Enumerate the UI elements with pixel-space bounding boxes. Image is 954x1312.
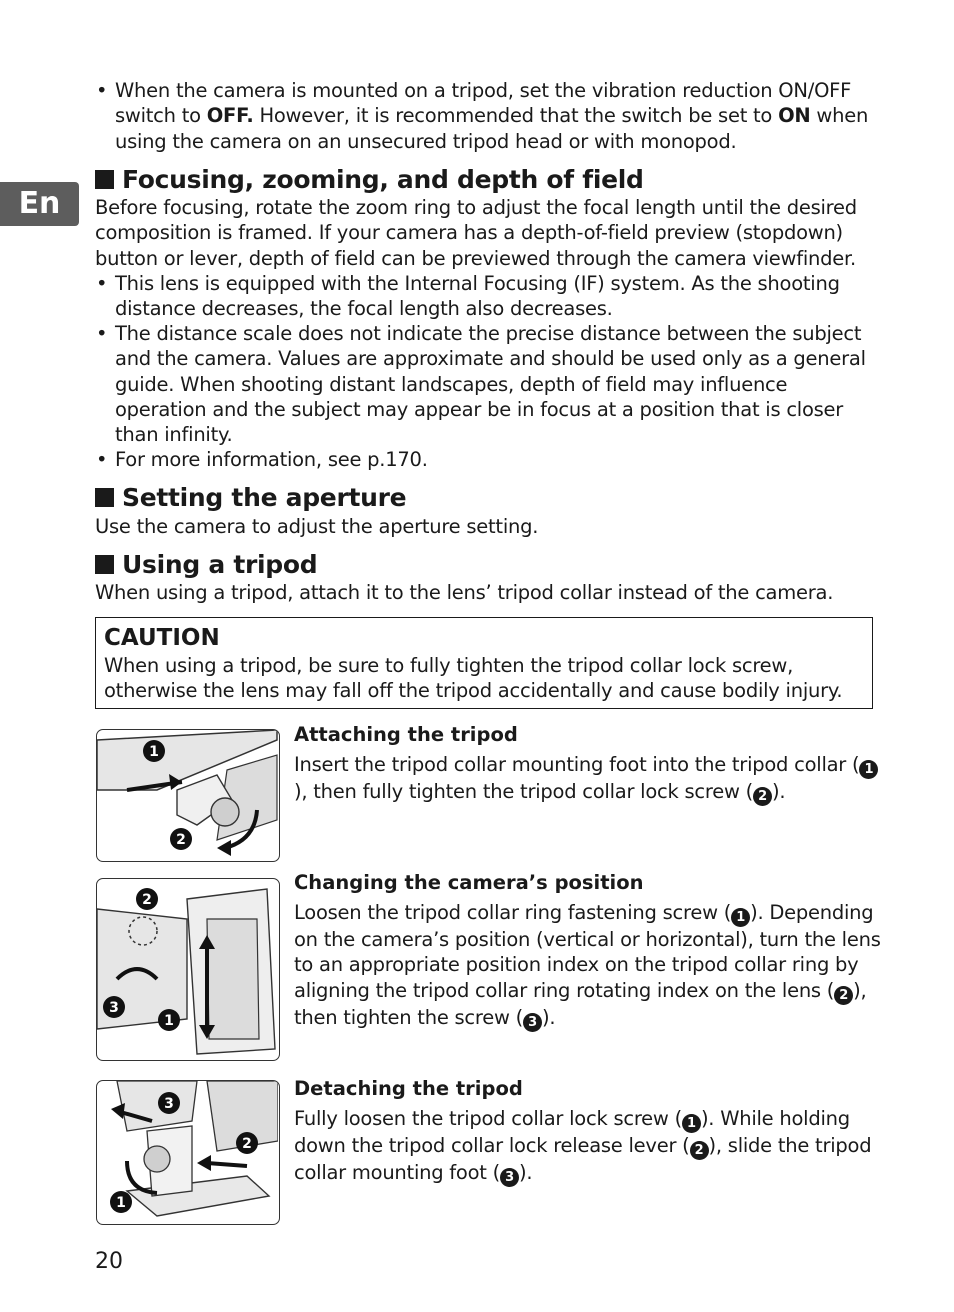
intro-bold-off: OFF. <box>206 104 254 128</box>
callout-2-label: 2 <box>242 1136 252 1152</box>
language-tab: En <box>0 182 79 226</box>
callout-1-label: 1 <box>116 1195 126 1211</box>
square-bullet-icon <box>95 555 114 574</box>
square-bullet-icon <box>95 488 114 507</box>
callout-3-icon <box>103 996 125 1018</box>
callout-3-label: 3 <box>109 1000 119 1016</box>
text: Loosen the tripod collar ring fastening screw ( <box>294 901 732 924</box>
position-illustration <box>97 879 278 1059</box>
text: ). Depending on the camera’s position (vertical or horizontal), turn the lens to an appropriate position index on the tripod collar ring by aligning the tripod collar ring rotating index on the lens ( <box>294 901 881 1002</box>
number-1-icon: 1 <box>682 1114 701 1133</box>
text: ). While holding down the tripod collar lock release lever ( <box>294 1107 850 1157</box>
caution-body: When using a tripod, be sure to fully tighten the tripod collar lock screw, otherwise the lens may fall off the tripod accidentally and cause bodily injury. <box>104 654 843 703</box>
text: Insert the tripod collar mounting foot into the tripod collar ( <box>294 753 860 776</box>
square-bullet-icon <box>95 170 114 189</box>
step-detaching-body <box>294 1106 884 1187</box>
text: ), slide the tripod collar mounting foot ( <box>294 1134 872 1184</box>
heading-focusing-text: Focusing, zooming, and depth of field <box>122 165 644 194</box>
text: ), then tighten the screw ( <box>294 978 867 1029</box>
focusing-bullet-3: • For more information, see p.170. <box>95 447 875 472</box>
focusing-body: Before focusing, rotate the zoom ring to adjust the focal length until the desired composition is framed. If your camera has a depth-of-field preview (stopdown) button or lever, depth of field can be previewed through the camera viewfinder. <box>95 196 857 270</box>
heading-aperture-text: Setting the aperture <box>122 483 407 512</box>
figure-attaching-tripod <box>96 729 280 862</box>
text: ). <box>518 1161 533 1184</box>
callout-1-label: 1 <box>149 744 159 760</box>
focusing-bullet-2: • The distance scale does not indicate the precise distance between the subject and the camera. Values are approximate and should be used only as a general guide. When shooting distant landscapes, depth of field may influence operation and the subject may appear be in focus at a position that is closer than infinity. <box>95 321 875 447</box>
heading-focusing <box>95 165 644 195</box>
step-changing-body <box>294 900 884 1032</box>
callout-1-label: 1 <box>164 1013 174 1029</box>
number-1-icon: 1 <box>859 760 878 779</box>
text: ). <box>771 780 786 803</box>
callout-2-label: 2 <box>142 892 152 908</box>
figure-detaching-tripod <box>96 1080 280 1225</box>
intro-text-3: when using the camera on an unsecured tripod head or with monopod. <box>115 104 869 153</box>
heading-tripod <box>95 550 317 580</box>
number-3-icon: 3 <box>500 1168 519 1187</box>
step-attaching-title: Attaching the tripod <box>294 723 518 746</box>
callout-3-icon <box>158 1092 180 1114</box>
number-2-icon: 2 <box>690 1141 709 1160</box>
callout-1-icon <box>110 1191 132 1213</box>
text: ), then fully tighten the tripod collar lock screw ( <box>294 780 753 803</box>
heading-aperture <box>95 483 406 513</box>
callout-2-icon <box>236 1132 258 1154</box>
number-3-icon: 3 <box>523 1013 542 1032</box>
intro-text-1: When the camera is mounted on a tripod, set the vibration reduction ON/OFF switch to <box>115 79 852 128</box>
step-attaching <box>294 722 884 806</box>
caution-title: CAUTION <box>104 625 220 651</box>
number-1-icon: 1 <box>731 908 750 927</box>
step-attaching-body <box>294 752 884 806</box>
intro-text-2: However, it is recommended that the switch be set to <box>253 104 779 128</box>
intro-bullet <box>95 78 875 154</box>
text: ). <box>541 1005 556 1029</box>
figure-changing-position <box>96 878 280 1061</box>
detaching-illustration <box>97 1081 278 1223</box>
step-detaching <box>294 1076 884 1187</box>
callout-1-icon <box>158 1009 180 1031</box>
callout-2-label: 2 <box>176 832 186 848</box>
step-detaching-title: Detaching the tripod <box>294 1077 523 1100</box>
callout-2-icon <box>136 888 158 910</box>
tripod-body: When using a tripod, attach it to the lens’ tripod collar instead of the camera. <box>95 581 834 604</box>
heading-tripod-text: Using a tripod <box>122 550 318 579</box>
intro-bold-on: ON <box>778 104 811 128</box>
page-number: 20 <box>95 1249 123 1274</box>
caution-box <box>95 617 873 709</box>
step-changing-position <box>294 870 884 1032</box>
number-2-icon: 2 <box>834 986 853 1005</box>
step-changing-title: Changing the camera’s position <box>294 871 644 894</box>
callout-1-icon <box>143 740 165 762</box>
text: Fully loosen the tripod collar lock screw ( <box>294 1107 682 1130</box>
aperture-body: Use the camera to adjust the aperture setting. <box>95 515 539 538</box>
callout-3-label: 3 <box>164 1096 174 1112</box>
callout-2-icon <box>170 828 192 850</box>
focusing-bullet-1: • This lens is equipped with the Internal Focusing (IF) system. As the shooting distance decreases, the focal length also decreases. <box>95 271 875 322</box>
number-2-icon: 2 <box>753 787 772 806</box>
attaching-illustration <box>97 730 278 860</box>
